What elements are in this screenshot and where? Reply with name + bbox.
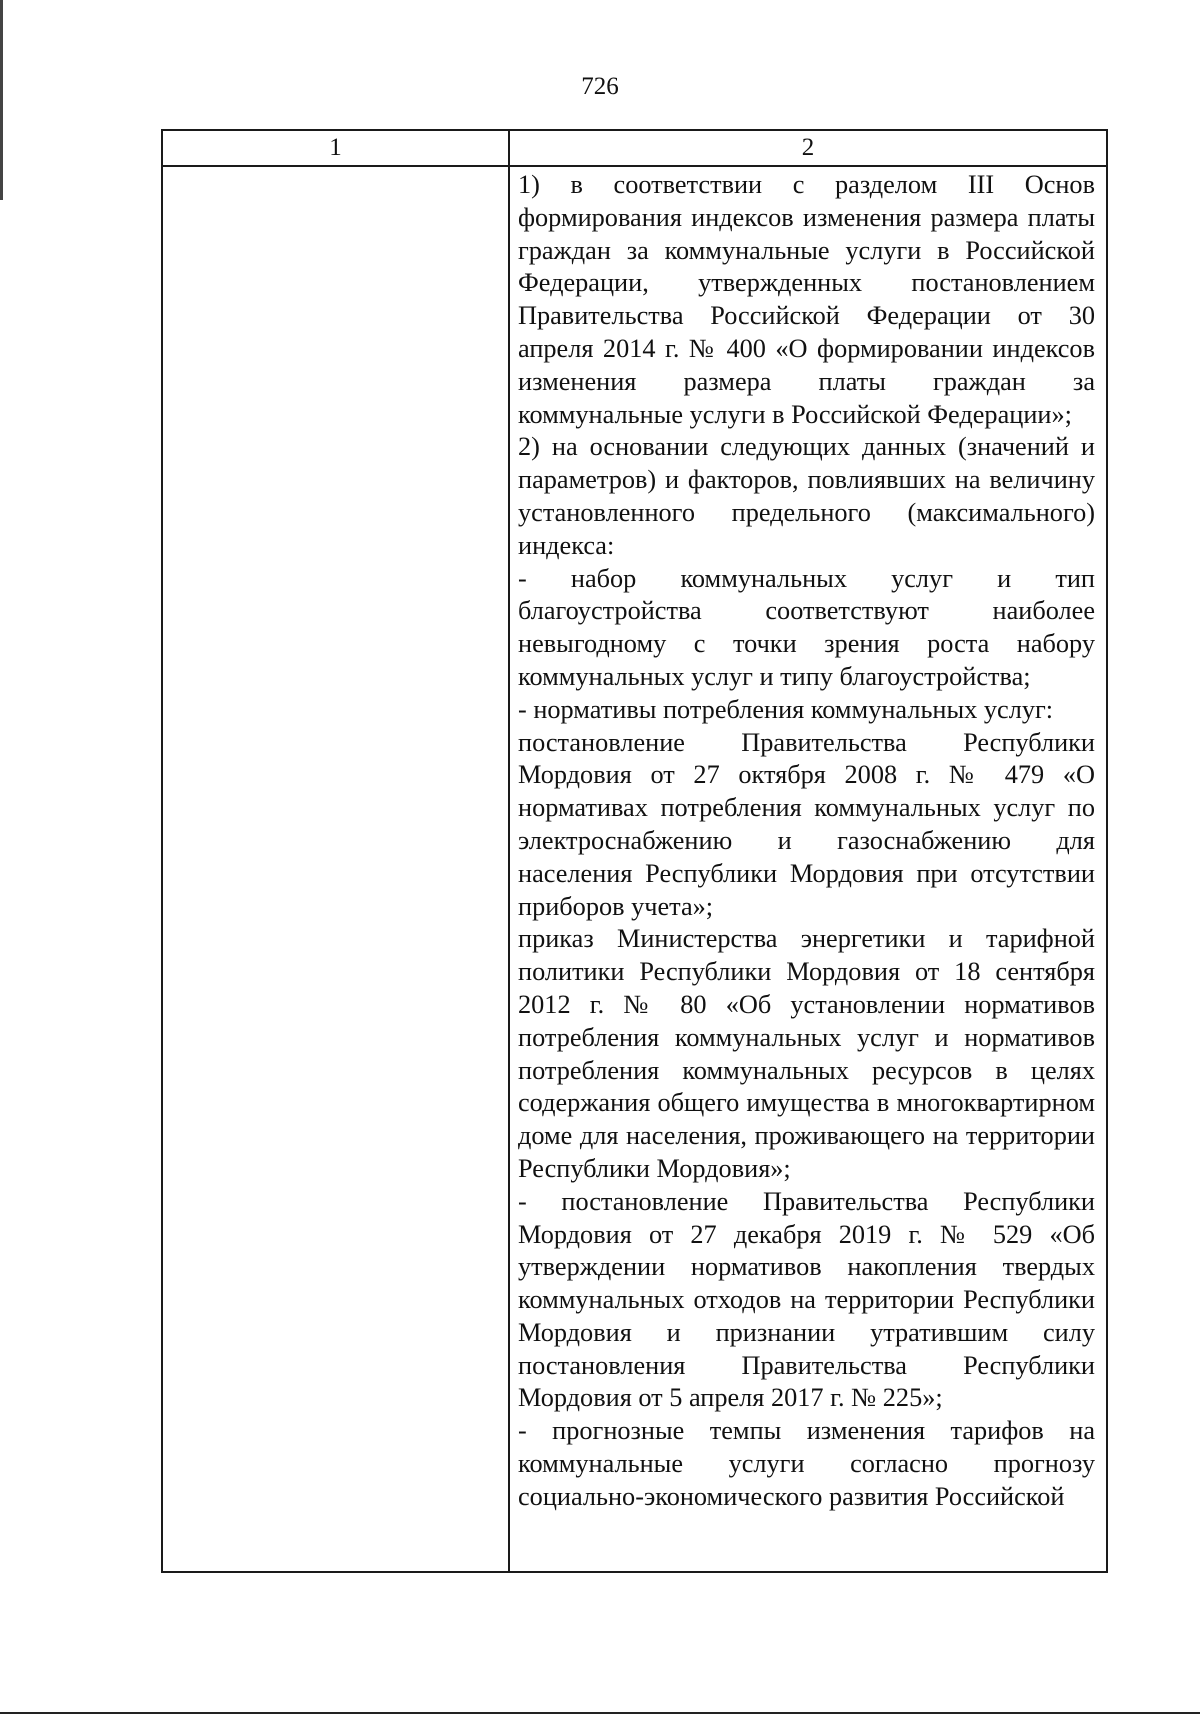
paragraph-order-80: приказ Министерства энергетики и тарифной политики Республики Мордовия от 18 сентября 2012 г. № 80 «Об установлении нормативов потребления коммунальных услуг и нормативов потребления коммунальных ресурсов в целях содержания общего имущества в многоквартирном доме для населения, проживающего на территории Республики Мордовия»;: [518, 924, 1095, 1183]
column-divider: [508, 131, 510, 1571]
column-header-2: 2: [801, 134, 815, 161]
paragraph-resolution-479: постановление Правительства Республики Мордовия от 27 октября 2008 г. № 479 «О нормативах потребления коммунальных услуг по электроснабжению и газоснабжению для населения Республики Мордовия при отсутствии приборов учета»;: [518, 727, 1095, 921]
paragraph-amenities: - набор коммунальных услуг и тип благоустройства соответствуют наиболее невыгодному с точки зрения роста набору коммунальных услуг и типу благоустройства;: [518, 563, 1095, 691]
bottom-scan-rule: [0, 1712, 1200, 1714]
page-number: 726: [581, 73, 619, 100]
paragraph-tariff-forecast: - прогнозные темпы изменения тарифов на коммунальные услуги согласно прогнозу социально-экономического развития Российской: [518, 1416, 1095, 1511]
document-table: [161, 129, 1108, 1573]
paragraph-resolution-529: - постановление Правительства Республики Мордовия от 27 декабря 2019 г. № 529 «Об утверждении нормативов накопления твердых коммунальных отходов на территории Республики Мордовия и признании утратившим силу постановления Правительства Республики Мордовия от 5 апреля 2017 г. № 225»;: [518, 1186, 1095, 1413]
paragraph-item-1: 1) в соответствии с разделом III Основ формирования индексов изменения размера платы граждан за коммунальные услуги в Российской Федерации, утвержденных постановлением Правительства Российской Федерации от 30 апреля 2014 г. № 400 «О формировании индексов изменения размера платы граждан за коммунальные услуги в Российской Федерации»;: [518, 170, 1095, 429]
paragraph-norms-heading: - нормативы потребления коммунальных услуг:: [518, 694, 1054, 724]
column-header-1: 1: [329, 134, 342, 161]
paragraph-item-2: 2) на основании следующих данных (значений и параметров) и факторов, повлиявших на величину установленного предельного (максимального) индекса:: [518, 432, 1095, 560]
table-header-row: [163, 131, 1106, 167]
column-2-cell: [518, 169, 1095, 1514]
